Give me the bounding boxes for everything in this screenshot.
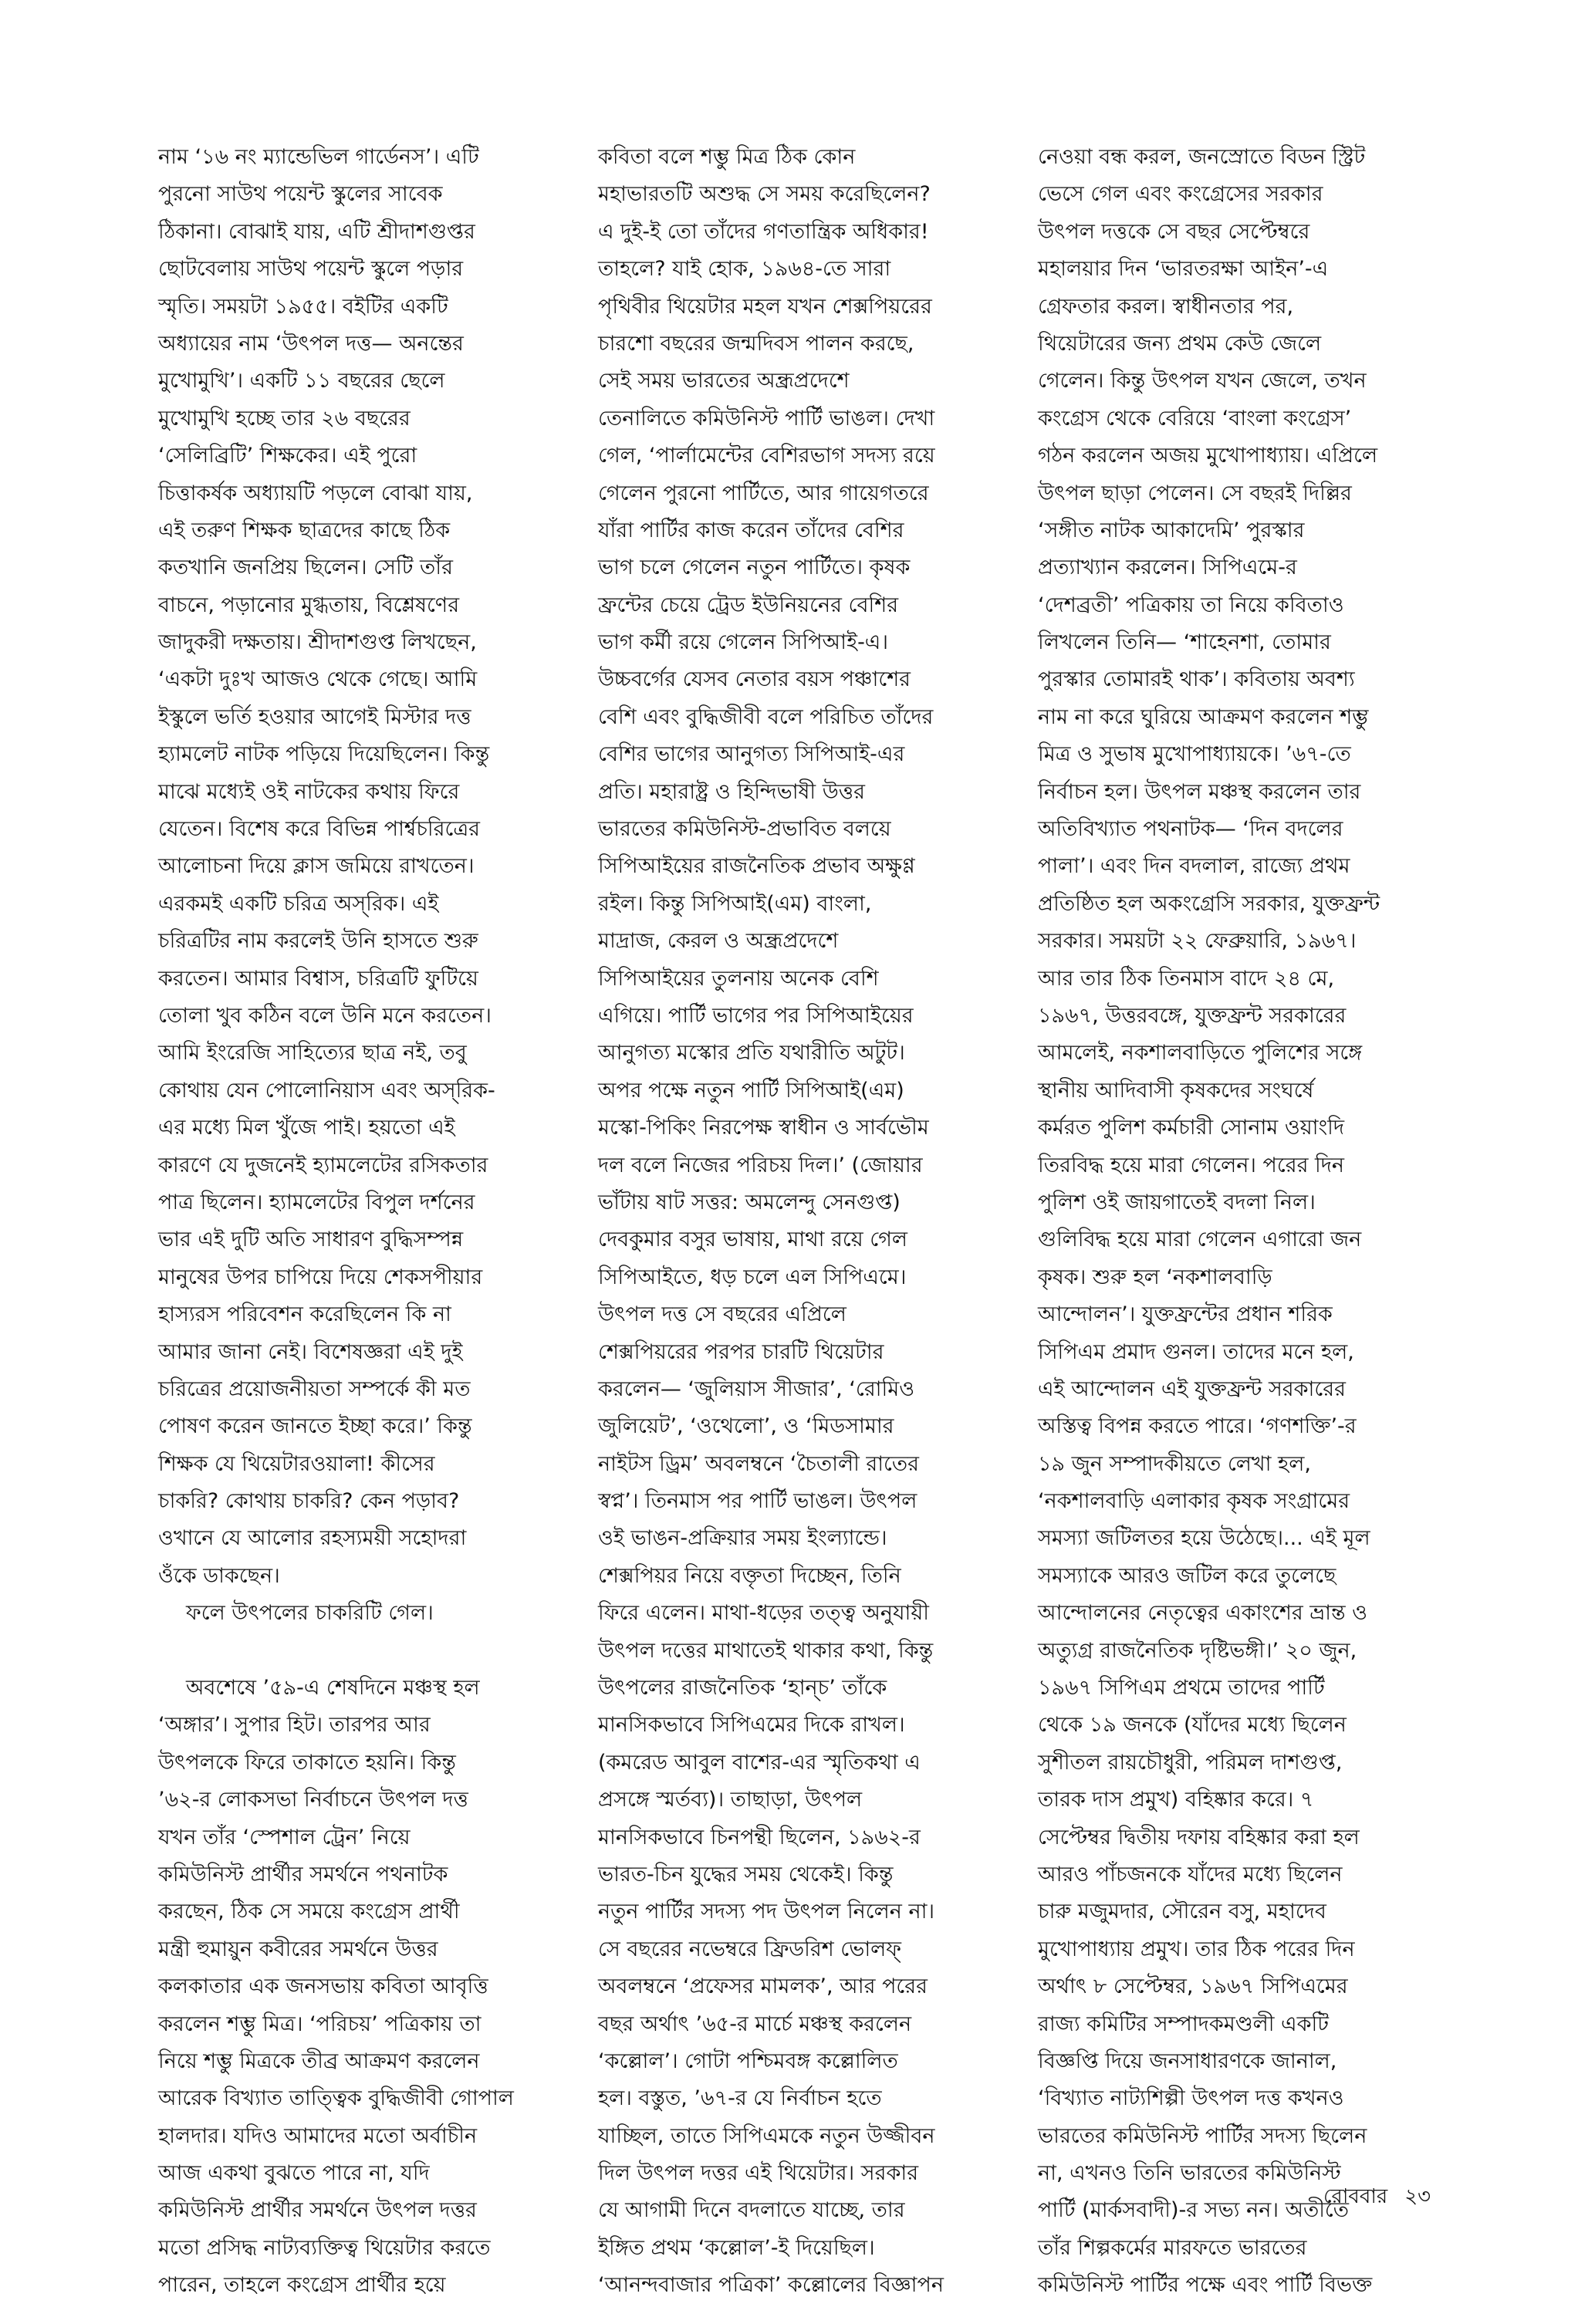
text-line: যে আগামী দিনে বদলাতে যাচ্ছে, তার (598, 2198, 905, 2223)
text-line: কমিউনিস্ট প্রার্থীর সমর্থনে উৎপল দত্তর (158, 2198, 477, 2223)
text-line: ভাগ চলে গেলেন নতুন পার্টিতে। কৃষক (598, 556, 911, 580)
text-line: করলেন— ‘জুলিয়াস সীজার’, ‘রোমিও (598, 1376, 915, 1401)
text-line: সিপিআইতে, ধড় চলে এল সিপিএমে। (598, 1265, 907, 1289)
text-line: এ দুই-ই তো তাঁদের গণতান্ত্রিক অধিকার! (598, 219, 929, 244)
text-line: অবশেষে ’৫৯-এ শেষদিনে মঞ্চস্থ হল (186, 1676, 480, 1701)
text-line: উচ্চবর্গের যেসব নেতার বয়স পঞ্চাশের (598, 667, 911, 692)
text-line: শেক্সপিয়র নিয়ে বক্তৃতা দিচ্ছেন, তিনি (598, 1563, 901, 1588)
text-line: গেলেন। কিন্তু উৎপল যখন জেলে, তখন (1038, 369, 1367, 394)
text-line: কৃষক। শুরু হল ‘নকশালবাড়ি (1038, 1265, 1272, 1289)
text-line: আর তার ঠিক তিনমাস বাদে ২৪ মে, (1038, 966, 1335, 991)
text-line: পুরনো সাউথ পয়েন্ট স্কুলের সাবেক (158, 182, 443, 207)
text-line: গেলেন পুরনো পার্টিতে, আর গায়েগতরে (598, 481, 929, 505)
text-line: হ্যামলেট নাটক পড়িয়ে দিয়েছিলেন। কিন্তু (158, 742, 490, 767)
text-line: ইস্কুলে ভর্তি হওয়ার আগেই মিস্টার দত্ত (158, 704, 471, 729)
text-line: প্রসঙ্গে স্মর্তব্য)। তাছাড়া, উৎপল (598, 1788, 863, 1812)
text-line: ’৬২-র লোকসভা নির্বাচনে উৎপল দত্ত (158, 1788, 468, 1812)
text-line: মহালয়ার দিন ‘ভারতরক্ষা আইন’-এ (1038, 257, 1329, 282)
text-line: আমলেই, নকশালবাড়িতে পুলিশের সঙ্গে (1038, 1041, 1363, 1066)
text-line: তেনালিতে কমিউনিস্ট পার্টি ভাঙল। দেখা (598, 406, 935, 431)
text-line: পৃথিবীর থিয়েটার মহল যখন শেক্সপিয়রের (598, 294, 932, 319)
text-line: সিপিআইয়ের রাজনৈতিক প্রভাব অক্ষুণ্ণ (598, 854, 915, 879)
text-line: নেওয়া বন্ধ করল, জনস্রোতে বিডন স্ট্রিট (1038, 145, 1366, 169)
text-line: সমস্যা জটিলতর হয়ে উঠেছে।... এই মূল (1038, 1526, 1370, 1551)
text-line: ফ্রন্টের চেয়ে ট্রেড ইউনিয়নের বেশির (598, 593, 899, 617)
text-line: এই আন্দোলন এই যুক্তফ্রন্ট সরকারের (1038, 1376, 1346, 1401)
text-line: ওখানে যে আলোর রহস্যময়ী সহোদরা (158, 1526, 467, 1551)
text-line: বেশি এবং বুদ্ধিজীবী বলে পরিচিত তাঁদের (598, 704, 934, 729)
text-line: বেশির ভাগের আনুগত্য সিপিআই-এর (598, 742, 905, 767)
text-line: প্রতিষ্ঠিত হল অকংগ্রেসি সরকার, যুক্তফ্রন্ট (1038, 891, 1380, 916)
text-line: শিক্ষক যে থিয়েটারওয়ালা! কীসের (158, 1451, 435, 1476)
text-line: সিপিআইয়ের তুলনায় অনেক বেশি (598, 966, 879, 991)
text-line: কমিউনিস্ট পার্টির পক্ষে এবং পার্টি বিভক্ত (1038, 2273, 1373, 2298)
text-line: সেপ্টেম্বর দ্বিতীয় দফায় বহিষ্কার করা হল (1038, 1825, 1360, 1849)
text-line: হল। বস্তুত, ’৬৭-র যে নির্বাচন হতে (598, 2086, 882, 2111)
text-line: ‘একটা দুঃখ আজও থেকে গেছে। আমি (158, 667, 478, 692)
text-line: আমার জানা নেই। বিশেষজ্ঞরা এই দুই (158, 1339, 463, 1364)
text-column-1 (158, 139, 586, 2305)
text-line: স্মৃতি। সময়টা ১৯৫৫। বইটির একটি (158, 294, 448, 319)
text-line: ‘সঙ্গীত নাটক আকাদেমি’ পুরস্কার (1038, 518, 1305, 542)
text-line: মাদ্রাজ, কেরল ও অন্ধ্রপ্রদেশে (598, 929, 839, 954)
text-line: এরকমই একটি চরিত্র অস্‌রিক। এই (158, 891, 439, 916)
text-line: পালা’। এবং দিন বদলাল, রাজ্যে প্রথম (1038, 854, 1350, 879)
text-line: কারণে যে দুজনেই হ্যামলেটের রসিকতার (158, 1153, 488, 1177)
text-line: ভাগ কর্মী রয়ে গেলেন সিপিআই-এ। (598, 630, 889, 655)
text-line: ওঁকে ডাকছেন। (158, 1563, 280, 1588)
text-line: তোলা খুব কঠিন বলে উনি মনে করতেন। (158, 1003, 492, 1028)
text-line: নাইটস ড্রিম’ অবলম্বনে ‘চৈতালী রাতের (598, 1451, 920, 1476)
paragraph-gap (158, 1633, 586, 1670)
text-line: আমি ইংরেজি সাহিত্যের ছাত্র নই, তবু (158, 1041, 467, 1066)
text-line: করতেন। আমার বিশ্বাস, চরিত্রটি ফুটিয়ে (158, 966, 478, 991)
text-line: সেই সময় ভারতের অন্ধ্রপ্রদেশে (598, 369, 850, 394)
text-line: উৎপলের রাজনৈতিক ‘হান্‌চ’ তাঁকে (598, 1676, 887, 1701)
page-footer (1323, 2180, 1448, 2214)
text-line: সুশীতল রায়চৌধুরী, পরিমল দাশগুপ্ত, (1038, 1750, 1343, 1775)
text-line: মানুষের উপর চাপিয়ে দিয়ে শেকসপীয়ার (158, 1265, 483, 1289)
text-line: অধ্যায়ের নাম ‘উৎপল দত্ত— অনন্তের (158, 331, 464, 356)
text-line: মহাভারতটি অশুদ্ধ সে সময় করেছিলেন? (598, 182, 931, 207)
text-line: পারেন, তাহলে কংগ্রেস প্রার্থীর হয়ে (158, 2273, 446, 2298)
text-line: ১৯৬৭ সিপিএম প্রথমে তাদের পার্টি (1038, 1676, 1325, 1701)
text-line: সরকার। সময়টা ২২ ফেব্রুয়ারি, ১৯৬৭। (1038, 929, 1357, 954)
text-line: কমিউনিস্ট প্রার্থীর সমর্থনে পথনাটক (158, 1862, 448, 1887)
text-line: গঠন করলেন অজয় মুখোপাধ্যায়। এপ্রিলে (1038, 444, 1378, 468)
text-line: স্বপ্ন’। তিনমাস পর পার্টি ভাঙল। উৎপল (598, 1489, 917, 1514)
text-line: মিত্র ও সুভাষ মুখোপাধ্যায়কে। ’৬৭-তে (1038, 742, 1351, 767)
text-line: দিল উৎপল দত্তর এই থিয়েটার। সরকার (598, 2161, 919, 2186)
text-line: থিয়েটারের জন্য প্রথম কেউ জেলে (1038, 331, 1322, 356)
text-line: কংগ্রেস থেকে বেরিয়ে ‘বাংলা কংগ্রেস’ (1038, 406, 1352, 431)
text-line: নাম না করে ঘুরিয়ে আক্রমণ করলেন শম্ভু (1038, 704, 1369, 729)
text-line: ১৯৬৭, উত্তরবঙ্গে, যুক্তফ্রন্ট সরকারের (1038, 1003, 1347, 1028)
text-line: ভাঁটায় ষাট সত্তর: অমলেন্দু সেনগুপ্ত) (598, 1190, 901, 1214)
text-line: শেক্সপিয়রের পরপর চারটি থিয়েটার (598, 1339, 884, 1364)
text-line: তারক দাস প্রমুখ) বহিষ্কার করে। ৭ (1038, 1788, 1314, 1812)
text-line: অত্যুগ্র রাজনৈতিক দৃষ্টিভঙ্গী।’ ২০ জুন, (1038, 1638, 1357, 1663)
text-line: ‘অঙ্গার’। সুপার হিট। তারপর আর (158, 1713, 431, 1738)
text-line: (কমরেড আবুল বাশের-এর স্মৃতিকথা এ (598, 1750, 921, 1775)
text-line: লিখলেন তিনি— ‘শাহেনশা, তোমার (1038, 630, 1331, 655)
text-line: মন্ত্রী হুমায়ুন কবীরের সমর্থনে উত্তর (158, 1937, 438, 1961)
text-line: কতখানি জনপ্রিয় ছিলেন। সেটি তাঁর (158, 556, 453, 580)
text-line: গুলিবিদ্ধ হয়ে মারা গেলেন এগারো জন (1038, 1228, 1362, 1252)
text-column-3 (1038, 139, 1466, 2305)
text-line: জুলিয়েট’, ‘ওথেলো’, ও ‘মিডসামার (598, 1414, 894, 1439)
text-line: পুরস্কার তোমারই থাক’। কবিতায় অবশ্য (1038, 667, 1355, 692)
text-line: আনুগত্য মস্কোর প্রতি যথারীতি অটুট। (598, 1041, 905, 1066)
text-line: চিত্তাকর্ষক অধ্যায়টি পড়লে বোঝা যায়, (158, 481, 473, 505)
text-line: ইঙ্গিত প্রথম ‘কল্লোল’-ই দিয়েছিল। (598, 2235, 875, 2260)
text-line: না, এখনও তিনি ভারতের কমিউনিস্ট (1038, 2161, 1341, 2186)
text-line: গ্রেফতার করল। স্বাধীনতার পর, (1038, 294, 1294, 319)
text-line: উৎপলকে ফিরে তাকাতে হয়নি। কিন্তু (158, 1750, 456, 1775)
text-line: এর মধ্যে মিল খুঁজে পাই। হয়তো এই (158, 1116, 455, 1140)
text-line: কোথায় যেন পোলোনিয়াস এবং অস্‌রিক- (158, 1078, 495, 1103)
text-line: ভারতের কমিউনিস্ট-প্রভাবিত বলয়ে (598, 817, 891, 842)
text-line: হালদার। যদিও আমাদের মতো অর্বাচীন (158, 2123, 478, 2148)
text-line: নতুন পার্টির সদস্য পদ উৎপল নিলেন না। (598, 1900, 935, 1924)
text-line: চরিত্রের প্রয়োজনীয়তা সম্পর্কে কী মত (158, 1376, 471, 1401)
text-line: ভার এই দুটি অতি সাধারণ বুদ্ধিসম্পন্ন (158, 1228, 464, 1252)
text-line: যাচ্ছিল, তাতে সিপিএমকে নতুন উজ্জীবন (598, 2123, 935, 2148)
text-line: প্রতি। মহারাষ্ট্র ও হিন্দিভাষী উত্তর (598, 779, 865, 804)
text-line: ফিরে এলেন। মাথা-ধড়ের তত্ত্ব অনুযায়ী (598, 1601, 929, 1626)
text-line: মতো প্রসিদ্ধ নাট্যব্যক্তিত্ব থিয়েটার করতে (158, 2235, 491, 2260)
text-line: দল বলে নিজের পরিচয় দিল।’ (জোয়ার (598, 1153, 923, 1177)
text-line: মস্কো-পিকিং নিরপেক্ষ স্বাধীন ও সার্বভৌম (598, 1116, 929, 1140)
text-line: নির্বাচন হল। উৎপল মঞ্চস্থ করলেন তার (1038, 779, 1361, 804)
text-line: উৎপল দত্তকে সে বছর সেপ্টেম্বরে (1038, 219, 1310, 244)
text-line: ছোটবেলায় সাউথ পয়েন্ট স্কুলে পড়ার (158, 257, 464, 282)
text-line: আন্দোলন’। যুক্তফ্রন্টের প্রধান শরিক (1038, 1302, 1333, 1327)
text-line: দেবকুমার বসুর ভাষায়, মাথা রয়ে গেল (598, 1228, 908, 1252)
text-line: চরিত্রটির নাম করলেই উনি হাসতে শুরু (158, 929, 478, 954)
text-line: আন্দোলনের নেতৃত্বের একাংশের ভ্রান্ত ও (1038, 1601, 1368, 1626)
text-column-2 (598, 139, 1026, 2305)
text-line: চারু মজুমদার, সৌরেন বসু, মহাদেব (1038, 1900, 1326, 1924)
text-line: পোষণ করেন জানতে ইচ্ছা করে।’ কিন্তু (158, 1414, 472, 1439)
text-line: ‘নকশালবাড়ি এলাকার কৃষক সংগ্রামের (1038, 1489, 1350, 1514)
text-line: তাহলে? যাই হোক, ১৯৬৪-তে সারা (598, 257, 891, 282)
text-line: মানসিকভাবে সিপিএমের দিকে রাখল। (598, 1713, 905, 1738)
page-number: ২৩ (1404, 2185, 1431, 2208)
text-line: নিয়ে শম্ভু মিত্রকে তীব্র আক্রমণ করলেন (158, 2049, 480, 2073)
text-line: পাত্র ছিলেন। হ্যামলেটের বিপুল দর্শনের (158, 1190, 475, 1214)
text-line: ‘কল্লোল’। গোটা পশ্চিমবঙ্গ কল্লোলিত (598, 2049, 898, 2073)
text-line: এগিয়ে। পার্টি ভাগের পর সিপিআইয়ের (598, 1003, 914, 1028)
text-line: হাস্যরস পরিবেশন করেছিলেন কি না (158, 1302, 451, 1327)
text-line: মুখোমুখি’। একটি ১১ বছরের ছেলে (158, 369, 445, 394)
text-line: কর্মরত পুলিশ কর্মচারী সোনাম ওয়াংদি (1038, 1116, 1345, 1140)
text-line: মানসিকভাবে চিনপন্থী ছিলেন, ১৯৬২-র (598, 1825, 921, 1849)
text-line: ভারতের কমিউনিস্ট পার্টির সদস্য ছিলেন (1038, 2123, 1367, 2148)
text-line: ‘দেশব্রতী’ পত্রিকায় তা নিয়ে কবিতাও (1038, 593, 1344, 617)
text-line: ‘আনন্দবাজার পত্রিকা’ কল্লোলের বিজ্ঞাপন (598, 2273, 944, 2298)
text-line: আজ একথা বুঝতে পারে না, যদি (158, 2161, 430, 2186)
text-line: বছর অর্থাৎ ’৬৫-র মার্চে মঞ্চস্থ করলেন (598, 2012, 912, 2036)
text-line: পুলিশ ওই জায়গাতেই বদলা নিল। (1038, 1190, 1316, 1214)
text-line: অর্থাৎ ৮ সেপ্টেম্বর, ১৯৬৭ সিপিএমের (1038, 1974, 1348, 1999)
text-line: মুখোমুখি হচ্ছে তার ২৬ বছরের (158, 406, 411, 431)
text-line: কবিতা বলে শম্ভু মিত্র ঠিক কোন (598, 145, 856, 169)
text-line: উৎপল দত্তের মাথাতেই থাকার কথা, কিন্তু (598, 1638, 934, 1663)
text-line: প্রত্যাখ্যান করলেন। সিপিএমে-র (1038, 556, 1297, 580)
text-line: নাম ‘১৬ নং ম্যান্ডেভিল গার্ডেনস’। এটি (158, 145, 479, 169)
text-line: আলোচনা দিয়ে ক্লাস জমিয়ে রাখতেন। (158, 854, 475, 879)
text-line: করছেন, ঠিক সে সময়ে কংগ্রেস প্রার্থী (158, 1900, 460, 1924)
text-line: থেকে ১৯ জনকে (যাঁদের মধ্যে ছিলেন (1038, 1713, 1347, 1738)
text-line: রাজ্য কমিটির সম্পাদকমণ্ডলী একটি (1038, 2012, 1329, 2036)
text-line: স্থানীয় আদিবাসী কৃষকদের সংঘর্ষে (1038, 1078, 1314, 1103)
text-line: যেতেন। বিশেষ করে বিভিন্ন পার্শ্বচরিত্রের (158, 817, 481, 842)
text-line: মাঝে মধ্যেই ওই নাটকের কথায় ফিরে (158, 779, 460, 804)
text-line: কলকাতার এক জনসভায় কবিতা আবৃত্তি (158, 1974, 488, 1999)
text-line: উৎপল দত্ত সে বছরের এপ্রিলে (598, 1302, 846, 1327)
text-line: অতিবিখ্যাত পথনাটক— ‘দিন বদলের (1038, 817, 1343, 842)
text-line: রইল। কিন্তু সিপিআই(এম) বাংলা, (598, 891, 872, 916)
text-line: আরেক বিখ্যাত তাত্ত্বিক বুদ্ধিজীবী গোপাল (158, 2086, 514, 2111)
text-line: যাঁরা পার্টির কাজ করেন তাঁদের বেশির (598, 518, 904, 542)
text-line: ওই ভাঙন-প্রক্রিয়ার সময় ইংল্যান্ডে। (598, 1526, 887, 1551)
text-line: তাঁর শিল্পকর্মের মারফতে ভারতের (1038, 2235, 1307, 2260)
text-line: বিজ্ঞপ্তি দিয়ে জনসাধারণকে জানাল, (1038, 2049, 1337, 2073)
text-line: বাচনে, পড়ানোর মুগ্ধতায়, বিশ্লেষণের (158, 593, 460, 617)
text-line: গেল, ‘পার্লামেন্টের বেশিরভাগ সদস্য রয়ে (598, 444, 935, 468)
text-line: ১৯ জুন সম্পাদকীয়তে লেখা হল, (1038, 1451, 1311, 1476)
text-line: তিরবিদ্ধ হয়ে মারা গেলেন। পরের দিন (1038, 1153, 1345, 1177)
text-line: সমস্যাকে আরও জটিল করে তুলেছে (1038, 1563, 1336, 1588)
text-line: ‘সেলিব্রিটি’ শিক্ষকের। এই পুরো (158, 444, 417, 468)
section-name: রোববার (1323, 2185, 1388, 2208)
text-line: ‘বিখ্যাত নাট্যশিল্পী উৎপল দত্ত কখনও (1038, 2086, 1344, 2111)
text-line: পার্টি (মার্কসবাদী)-র সভ্য নন। অতীতে (1038, 2198, 1350, 2223)
text-line: যখন তাঁর ‘স্পেশাল ট্রেন’ নিয়ে (158, 1825, 411, 1849)
text-line: অপর পক্ষে নতুন পার্টি সিপিআই(এম) (598, 1078, 904, 1103)
text-line: ভারত-চিন যুদ্ধের সময় থেকেই। কিন্তু (598, 1862, 894, 1887)
text-line: অস্তিত্ব বিপন্ন করতে পারে। ‘গণশক্তি’-র (1038, 1414, 1357, 1439)
text-line: ফলে উৎপলের চাকরিটি গেল। (186, 1601, 434, 1626)
text-line: মুখোপাধ্যায় প্রমুখ। তার ঠিক পরের দিন (1038, 1937, 1355, 1961)
text-line: ভেসে গেল এবং কংগ্রেসের সরকার (1038, 182, 1323, 207)
text-line: জাদুকরী দক্ষতায়। শ্রীদাশগুপ্ত লিখছেন, (158, 630, 477, 655)
text-line: চারশো বছরের জন্মদিবস পালন করছে, (598, 331, 914, 356)
text-line: অবলম্বনে ‘প্রফেসর মামলক’, আর পরের (598, 1974, 928, 1999)
text-line: সে বছরের নভেম্বরে ফ্রিডরিশ ভোলফ্‌ (598, 1937, 901, 1961)
text-line: উৎপল ছাড়া পেলেন। সে বছরই দিল্লির (1038, 481, 1352, 505)
text-line: এই তরুণ শিক্ষক ছাত্রদের কাছে ঠিক (158, 518, 451, 542)
text-line: করলেন শম্ভু মিত্র। ‘পরিচয়’ পত্রিকায় তা (158, 2012, 482, 2036)
text-line: ঠিকানা। বোঝাই যায়, এটি শ্রীদাশগুপ্তর (158, 219, 475, 244)
text-line: আরও পাঁচজনকে যাঁদের মধ্যে ছিলেন (1038, 1862, 1343, 1887)
text-line: চাকরি? কোথায় চাকরি? কেন পড়াব? (158, 1489, 460, 1514)
text-line: সিপিএম প্রমাদ গুনল। তাদের মনে হল, (1038, 1339, 1354, 1364)
